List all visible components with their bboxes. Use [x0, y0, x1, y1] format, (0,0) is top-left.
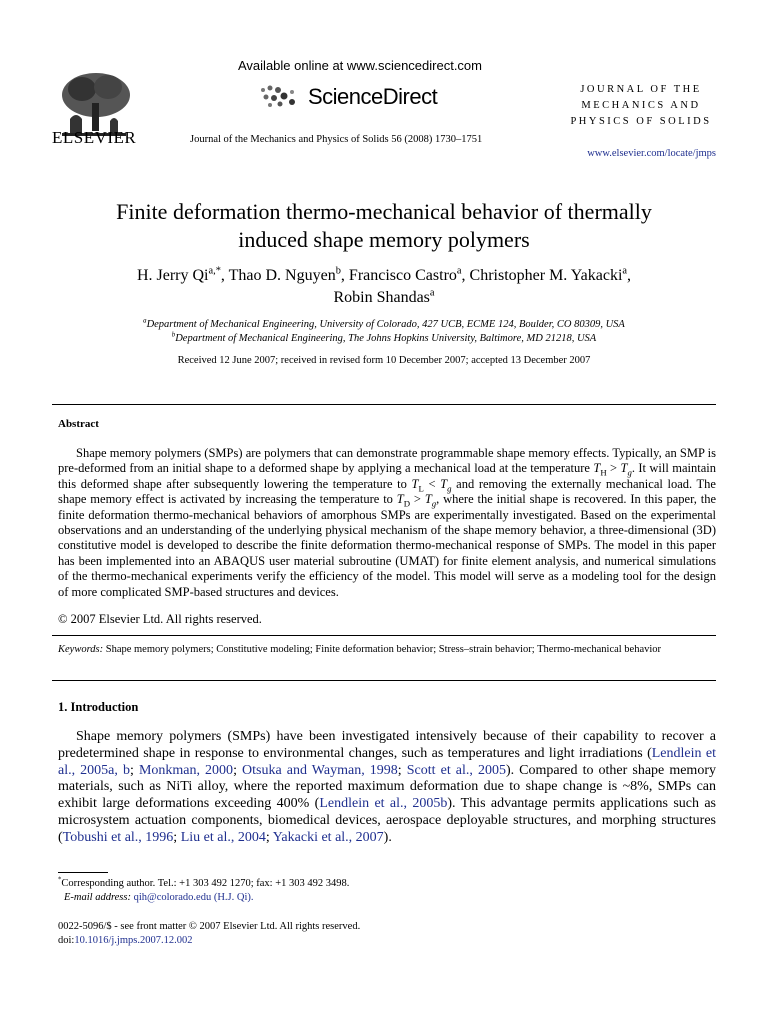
math-symbol: T	[396, 492, 404, 507]
abstract-text-segment: . It will maintain this deformed shape after subsequently lowering the temperature to	[58, 461, 716, 491]
email-link[interactable]: qih@colorado.edu (H.J. Qi).	[133, 892, 254, 903]
affiliation-text: Department of Mechanical Engineering, University of Colorado, 427 UCB, ECME 124, Boulder, CO 80309, USA	[146, 319, 625, 330]
math-symbol: T	[620, 461, 628, 476]
math-symbol: T	[424, 492, 432, 507]
abstract-text-segment: Shape memory polymers (SMPs) are polymers that can demonstrate programmable shape memory effects. Typically, an SMP is pre-deformed from an initial shape to a deformed shape by applying a mechanical load at the temperature	[58, 446, 716, 476]
doi-link[interactable]: 10.1016/j.jmps.2007.12.002	[74, 935, 193, 946]
sciencedirect-wordmark: ScienceDirect	[308, 84, 438, 109]
author-affiliation-mark: a,*	[208, 265, 221, 277]
body-text: Shape memory polymers (SMPs) have been investigated intensively because of their capability to recover a predetermined shape in response to environmental changes, such as temperatures and light irradiations (	[58, 729, 716, 761]
math-subscript: L	[418, 483, 424, 494]
citation-link[interactable]: Lendlein et al., 2005a, b	[58, 745, 716, 778]
corresponding-author-note	[58, 877, 716, 891]
citation-link[interactable]: Scott et al., 2005	[406, 762, 506, 778]
math-subscript: g	[627, 467, 632, 478]
section-heading: 1. Introduction	[58, 700, 139, 714]
author-separator: ,	[340, 267, 349, 284]
author-separator: ,	[627, 267, 632, 284]
available-online-text: Available online at www.sciencedirect.com	[238, 58, 482, 73]
introduction-body	[58, 729, 716, 847]
footnotes	[58, 877, 716, 905]
math-subscript: g	[431, 498, 437, 509]
body-text: ;	[265, 829, 273, 845]
abstract-text-segment: , where the initial shape is recovered. In this paper, the finite deformation thermo-mechanical behaviors of amorphous SMPs are experimentally investigated. Based on the experimental observations and an understanding of the underlying physical mechanism of the shape memory behavior, a three-dimensional (3D) constitutive model is developed to describe the finite deformation thermo-mechanical response of SMPs. The model in this paper has been implemented into an ABAQUS user material subroutine (UMAT) for finite element analysis, and numerical simulations of the thermo-mechanical experiments verify the efficiency of the model. This model will serve as a modeling tool for the design of more complicated SMP-based structures and devices.	[58, 492, 716, 599]
keywords-text: Shape memory polymers; Constitutive modeling; Finite deformation behavior; Stress–strain behavior; Thermo-mechanical behavior	[103, 644, 662, 655]
affiliation-text: Department of Mechanical Engineering, The Johns Hopkins University, Baltimore, MD 21218, USA	[175, 333, 597, 344]
citation-link[interactable]: Yakacki et al., 2007	[272, 829, 384, 845]
abstract-heading: Abstract	[58, 418, 99, 430]
elsevier-wordmark: ELSEVIER	[52, 128, 137, 147]
author-name: Thao D. Nguyen	[228, 267, 336, 284]
footnote-text: Corresponding author. Tel.: +1 303 492 1270; fax: +1 303 492 3498.	[61, 878, 350, 889]
journal-name-line: PHYSICS OF SOLIDS	[570, 116, 712, 127]
citation-link[interactable]: Tobushi et al., 1996	[62, 829, 174, 845]
footnote-mark: *	[58, 876, 62, 884]
divider	[52, 635, 716, 636]
math-operator: >	[410, 492, 425, 507]
doi-label: doi:	[58, 935, 75, 946]
math-subscript: g	[447, 483, 452, 494]
affiliations	[40, 318, 728, 346]
math-subscript: H	[600, 467, 607, 478]
math-subscript: D	[403, 498, 411, 509]
front-matter-line: 0022-5096/$ - see front matter © 2007 Elsevier Ltd. All rights reserved.	[58, 921, 361, 932]
keywords-label: Keywords:	[58, 644, 104, 655]
citation-link[interactable]: Monkman, 2000	[138, 762, 234, 778]
affiliation	[40, 332, 728, 346]
doi-line	[58, 934, 716, 948]
front-matter	[58, 920, 716, 948]
author-name: H. Jerry Qi	[136, 267, 209, 284]
author-affiliation-mark: a	[429, 287, 435, 299]
title-line: induced shape memory polymers	[238, 227, 530, 252]
body-text: ;	[233, 762, 243, 778]
affiliation-mark: b	[171, 331, 176, 339]
email-label: E-mail address:	[64, 892, 131, 903]
body-text: ;	[129, 762, 139, 778]
affiliation-mark: a	[143, 317, 147, 325]
abstract-copyright: © 2007 Elsevier Ltd. All rights reserved.	[58, 612, 262, 626]
math-operator: <	[423, 476, 441, 491]
body-text: ). This advantage permits applications such as microsystem actuation components, biomedical devices, aerospace deployable structures, and morphing structures (	[58, 796, 716, 845]
author-affiliation-mark: a	[456, 265, 462, 277]
journal-url-link[interactable]: www.elsevier.com/locate/jmps	[587, 148, 716, 159]
author-separator: ,	[220, 267, 229, 284]
body-text: ;	[173, 829, 181, 845]
author-separator: ,	[461, 267, 470, 284]
title-line: Finite deformation thermo-mechanical behavior of thermally	[116, 199, 652, 224]
abstract-body	[58, 446, 716, 600]
body-text: ).	[383, 829, 392, 845]
author-affiliation-mark: a	[622, 265, 628, 277]
email-note	[58, 891, 716, 905]
math-symbol: T	[593, 461, 601, 476]
affiliation	[40, 318, 728, 332]
math-symbol: T	[411, 476, 419, 491]
citation-link[interactable]: Liu et al., 2004	[180, 829, 266, 845]
author-affiliation-mark: b	[335, 265, 341, 277]
author-name: Francisco Castro	[348, 267, 457, 284]
article-title	[40, 198, 728, 254]
page-header	[0, 0, 768, 170]
citation-link[interactable]: Otsuka and Wayman, 1998	[242, 762, 398, 778]
divider	[52, 680, 716, 681]
divider	[52, 404, 716, 405]
body-text: ). Compared to other shape memory materials, such as NiTi alloy, where the reported maximum deformation due to shape change is ~8%, SMPs can exhibit large deformations exceeding 400% (	[58, 762, 716, 812]
received-dates: Received 12 June 2007; received in revised form 10 December 2007; accepted 13 December 2007	[177, 355, 591, 366]
math-operator: >	[606, 461, 621, 476]
sciencedirect-dots-icon	[258, 84, 304, 110]
journal-name-line: MECHANICS AND	[581, 100, 701, 111]
author-name: Christopher M. Yakacki	[469, 267, 623, 284]
footnote-divider	[58, 872, 108, 873]
journal-name-line: JOURNAL OF THE	[580, 84, 702, 95]
citation-link[interactable]: Lendlein et al., 2005b	[319, 796, 448, 812]
journal-citation: Journal of the Mechanics and Physics of Solids 56 (2008) 1730–1751	[190, 134, 483, 145]
author-list	[40, 265, 728, 309]
abstract-text-segment: and removing the externally mechanical load. The shape memory effect is activated by increasing the temperature to	[58, 476, 716, 507]
keywords	[58, 643, 716, 657]
journal-name	[566, 82, 716, 130]
body-text: ;	[397, 762, 407, 778]
math-symbol: T	[440, 476, 448, 491]
author-name: Robin Shandas	[333, 289, 430, 306]
